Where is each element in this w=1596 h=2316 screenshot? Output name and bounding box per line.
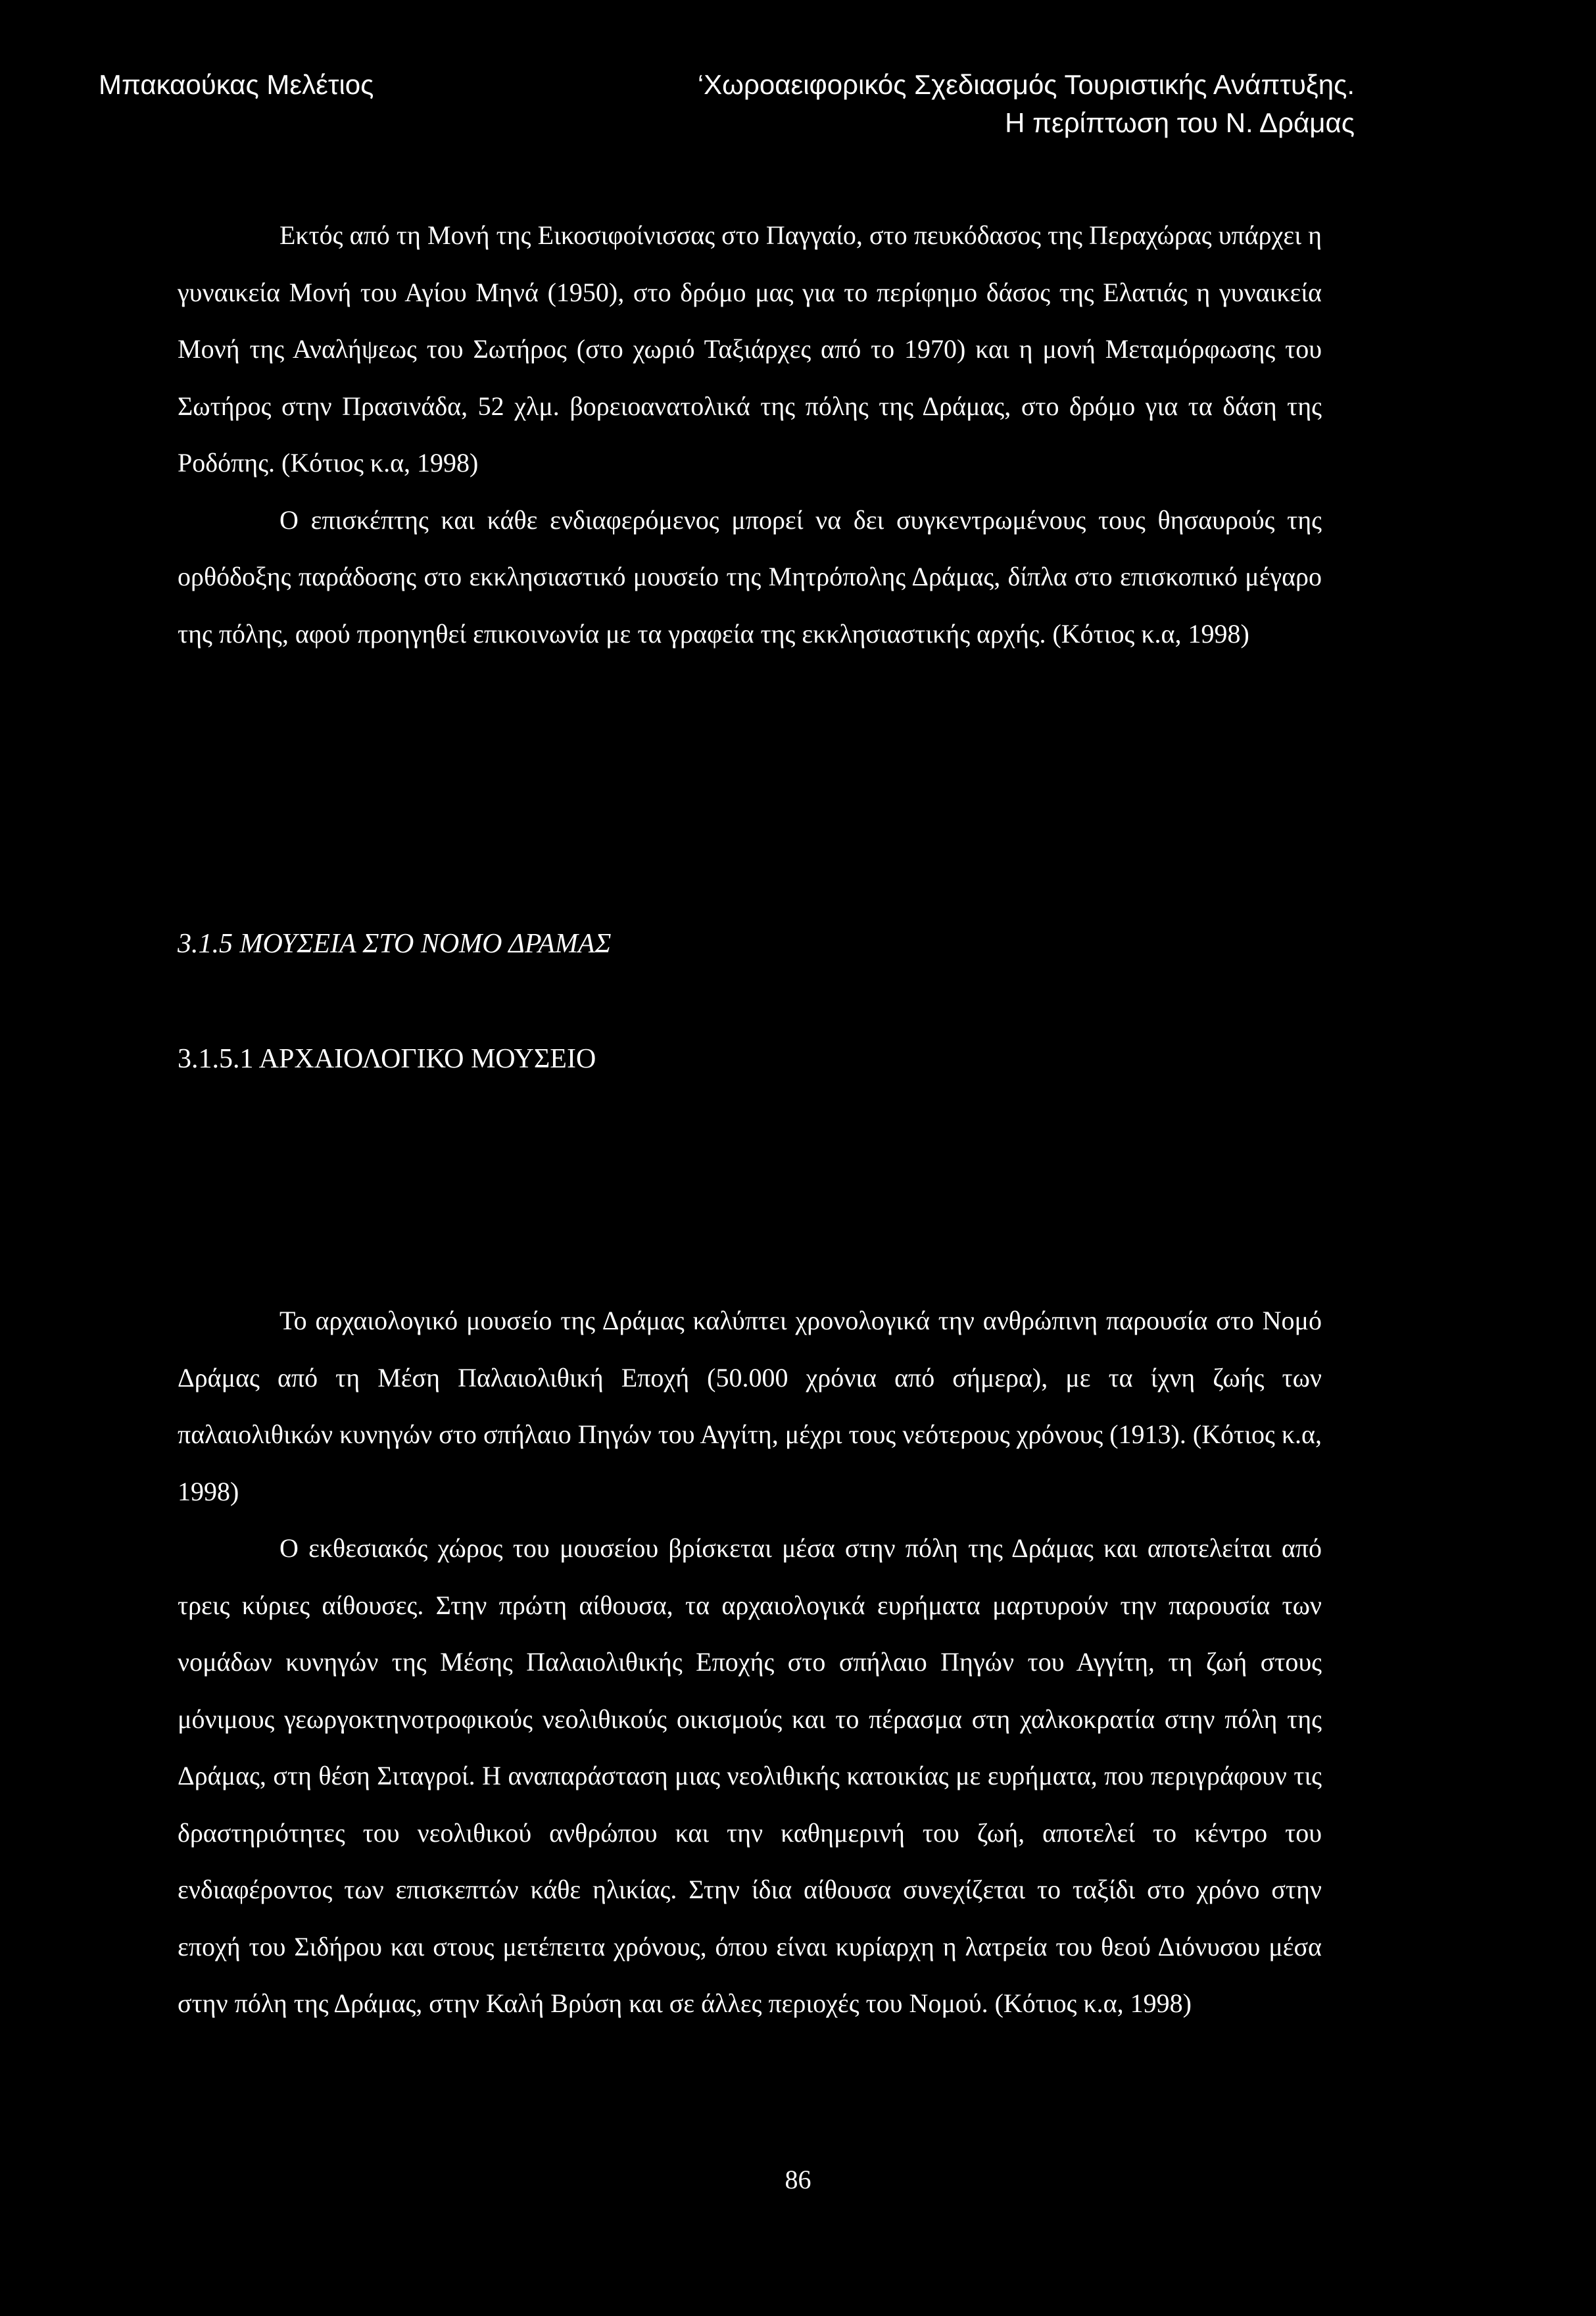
subsection-heading: 3.1.5.1 ΑΡΧΑΙΟΛΟΓΙΚΟ ΜΟΥΣΕΙΟ xyxy=(178,1044,596,1074)
header-author: Μπακαούκας Μελέτιος xyxy=(99,69,374,100)
page-number: 86 xyxy=(785,2165,811,2194)
header-title xyxy=(566,66,1355,142)
header-title-line1: ‘Χωροαειφορικός Σχεδιασμός Τουριστικής Ανάπτυξης. xyxy=(697,69,1355,100)
paragraph-ecclesiastical-museum: Ο επισκέπτης και κάθε ενδιαφερόμενος μπορεί να δει συγκεντρωμένους τους θησαυρούς της ορθόδοξης παράδοσης στο εκκλησιαστικό μουσείο της Μητρόπολης Δράμας, δίπλα στο επισκοπικό μέγαρο της πόλης, αφού προηγηθεί επικοινωνία με τα γραφεία της εκκλησιαστικής αρχής. (Κότιος κ.α, 1998) xyxy=(178,505,1322,649)
section-heading: 3.1.5 ΜΟΥΣΕΙΑ ΣΤΟ ΝΟΜΟ ΔΡΑΜΑΣ xyxy=(178,929,612,959)
paragraph-exhibition-space: Ο εκθεσιακός χώρος του μουσείου βρίσκεται μέσα στην πόλη της Δράμας και αποτελείται από τρεις κύριες αίθουσες. Στην πρώτη αίθουσα, τα αρχαιολογικά ευρήματα μαρτυρούν την παρουσία των νομάδων κυνηγών της Μέσης Παλαιολιθικής Εποχής στο σπήλαιο Πηγών του Αγγίτη, τη ζωή στους μόνιμους γεωργοκτηνοτροφικούς νεολιθικούς οικισμούς και το πέρασμα στη χαλκοκρατία στην πόλη της Δράμας, στη θέση Σιταγροί. Η αναπαράσταση μιας νεολιθικής κατοικίας με ευρήματα, που περιγράφουν τις δραστηριότητες του νεολιθικού ανθρώπου και την καθημερινή του ζωή, αποτελεί το κέντρο του ενδιαφέροντος των επισκεπτών κάθε ηλικίας. Στην ίδια αίθουσα συνεχίζεται το ταξίδι στο χρόνο στην εποχή του Σιδήρου και στους μετέπειτα χρόνους, όπου είναι κυρίαρχη η λατρεία του θεού Διόνυσου μέσα στην πόλη της Δράμας, στην Καλή Βρύση και σε άλλες περιοχές του Νομού. (Κότιος κ.α, 1998) xyxy=(178,1533,1322,2018)
header-title-line2: Η περίπτωση του Ν. Δράμας xyxy=(1005,107,1355,138)
paragraph-archaeological-museum: Το αρχαιολογικό μουσείο της Δράμας καλύπτει χρονολογικά την ανθρώπινη παρουσία στο Νομό Δράμας από τη Μέση Παλαιολιθική Εποχή (50.000 χρόνια από σήμερα), με τα ίχνη ζωής των παλαιολιθικών κυνηγών στο σπήλαιο Πηγών του Αγγίτη, μέχρι τους νεότερους χρόνους (1913). (Κότιος κ.α, 1998) xyxy=(178,1306,1322,1506)
top-text-block xyxy=(178,207,1322,662)
paragraph-monasteries: Εκτός από τη Μονή της Εικοσιφοίνισσας στο Παγγαίο, στο πευκόδασος της Περαχώρας υπάρχει η γυναικεία Μονή του Αγίου Μηνά (1950), στο δρόμο μας για το περίφημο δάσος της Ελατιάς η γυναικεία Μονή της Αναλήψεως του Σωτήρος (στο χωριό Ταξιάρχες από το 1970) και η μονή Μεταμόρφωσης του Σωτήρος στην Πρασινάδα, 52 χλμ. βορειοανατολικά της πόλης της Δράμας, στο δρόμο για τα δάση της Ροδόπης. (Κότιος κ.α, 1998) xyxy=(178,220,1322,478)
bottom-text-block xyxy=(178,1293,1322,2033)
